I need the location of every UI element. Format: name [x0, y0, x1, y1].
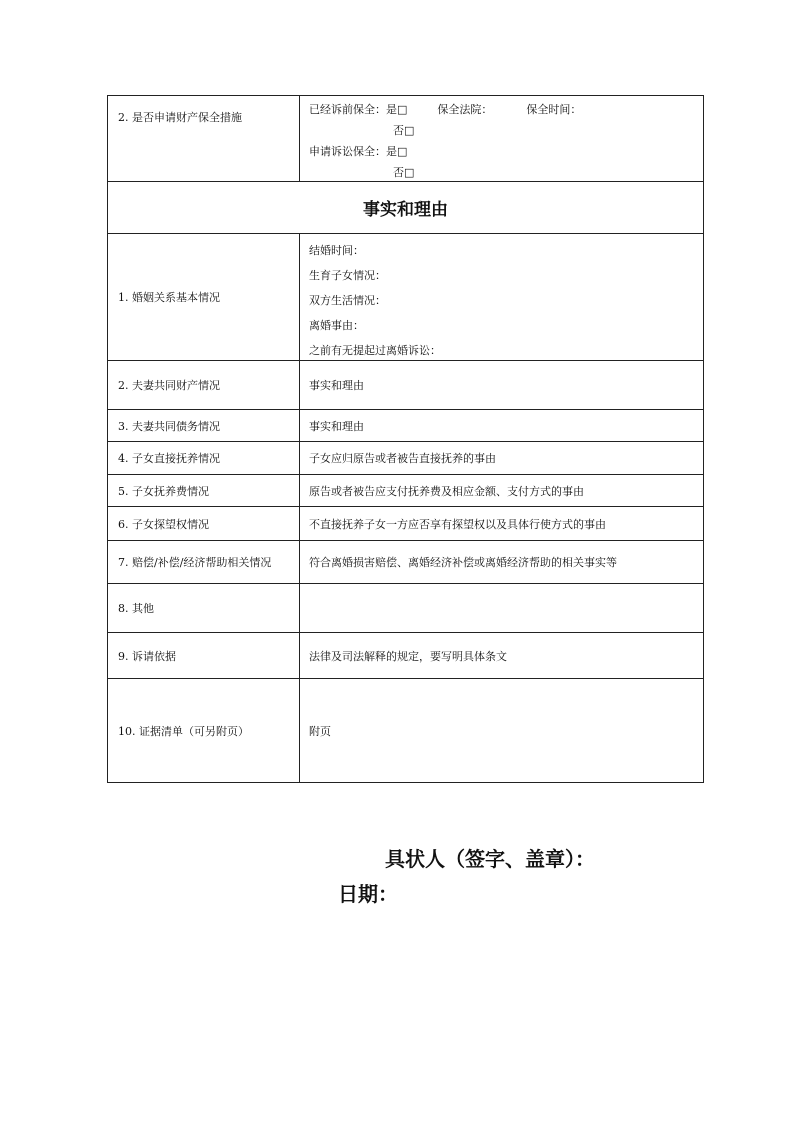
- marriage-line: 离婚事由：: [309, 319, 364, 332]
- date-line: 日期：: [338, 882, 398, 906]
- row-label: 9. 诉请依据: [108, 633, 300, 678]
- row-content: [300, 584, 703, 632]
- complaint-form-table: [107, 95, 704, 783]
- row-label: 6. 子女探望权情况: [108, 507, 300, 540]
- row-label: 7. 赔偿/补偿/经济帮助相关情况: [108, 541, 300, 583]
- row-label: 5. 子女抚养费情况: [108, 475, 300, 506]
- table-row: [108, 360, 703, 409]
- litigation-yes-checkbox[interactable]: □: [397, 145, 408, 158]
- row-content: 子女应归原告或者被告直接抚养的事由: [309, 452, 496, 465]
- litigation-preservation-line: 申请诉讼保全：是□: [309, 145, 408, 158]
- signature-line: 具状人（签字、盖章）：: [385, 847, 595, 871]
- row-label: 8. 其他: [108, 584, 300, 632]
- pre-suit-no-checkbox[interactable]: □: [404, 124, 415, 137]
- preservation-row: [108, 96, 703, 181]
- litigation-no-checkbox[interactable]: □: [404, 166, 415, 179]
- row-label: 10. 证据清单（可另附页）: [108, 679, 300, 782]
- row-content: 原告或者被告应支付抚养费及相应金额、支付方式的事由: [309, 484, 584, 498]
- table-row: [108, 540, 703, 583]
- table-row: [108, 583, 703, 632]
- table-row: [108, 678, 703, 782]
- row-content: 事实和理由: [309, 419, 364, 433]
- marriage-line: 双方生活情况：: [309, 294, 386, 307]
- marriage-details: [300, 234, 703, 360]
- marriage-label: 1. 婚姻关系基本情况: [108, 234, 300, 360]
- litigation-no-line: 否□: [393, 166, 415, 179]
- preservation-options: [300, 96, 703, 181]
- row-label: 4. 子女直接抚养情况: [108, 442, 300, 474]
- preservation-label: 2. 是否申请财产保全措施: [108, 96, 300, 181]
- table-row: [108, 506, 703, 540]
- row-content: 不直接抚养子女一方应否享有探望权以及具体行使方式的事由: [309, 517, 606, 531]
- row-content: 符合离婚损害赔偿、离婚经济补偿或离婚经济帮助的相关事实等: [309, 556, 617, 569]
- row-label: 2. 夫妻共同财产情况: [108, 361, 300, 409]
- preservation-time-label: 保全时间：: [526, 103, 582, 116]
- marriage-row: [108, 233, 703, 360]
- row-content: 附页: [309, 724, 331, 738]
- section-title-row: [108, 181, 703, 233]
- pre-suit-no-line: 否□: [393, 124, 415, 137]
- row-content: 法律及司法解释的规定，要写明具体条文: [309, 649, 507, 663]
- section-title: 事实和理由: [363, 200, 448, 220]
- pre-suit-yes-checkbox[interactable]: □: [397, 103, 408, 116]
- table-row: [108, 409, 703, 441]
- marriage-line: 之前有无提起过离婚诉讼：: [309, 344, 441, 357]
- table-row: [108, 632, 703, 678]
- marriage-line: 结婚时间：: [309, 244, 364, 257]
- marriage-line: 生育子女情况：: [309, 269, 386, 282]
- table-row: [108, 441, 703, 474]
- preservation-court-label: 保全法院：: [437, 103, 493, 116]
- row-label: 3. 夫妻共同债务情况: [108, 410, 300, 441]
- table-row: [108, 474, 703, 506]
- pre-suit-preservation-line: 已经诉前保全：是□ 保全法院： 保全时间：: [309, 103, 582, 116]
- row-content: 事实和理由: [309, 379, 364, 392]
